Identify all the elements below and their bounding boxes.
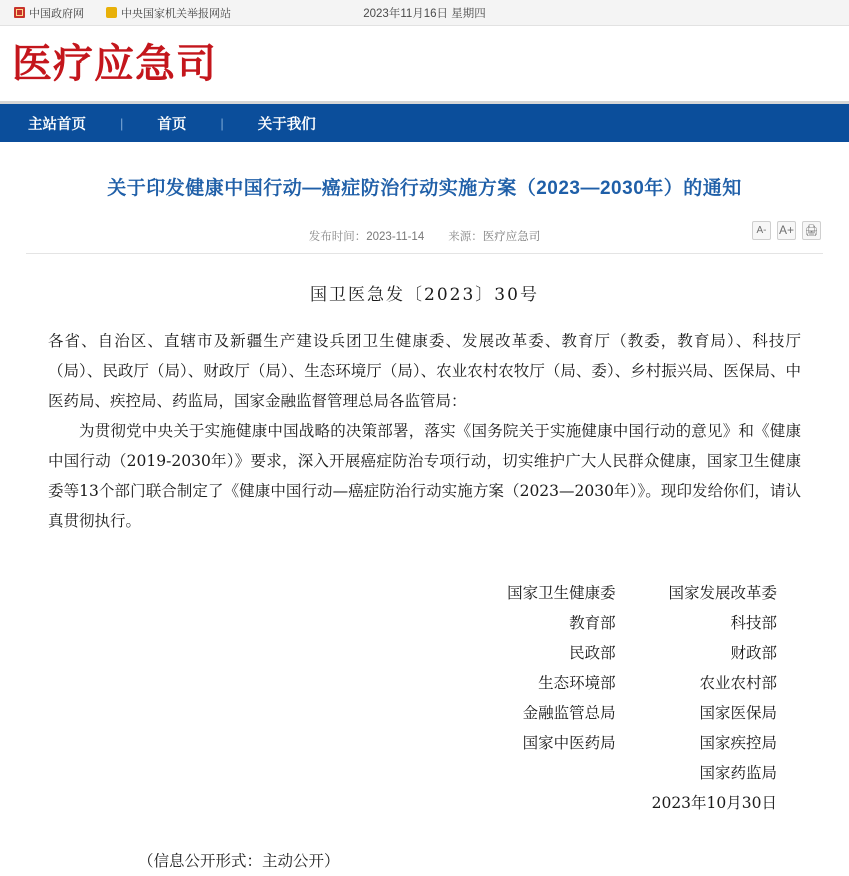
signatory: 国家卫生健康委 <box>507 583 616 602</box>
nav-separator-1: | <box>120 115 124 131</box>
signatory: 国家医保局 <box>699 703 777 722</box>
article-meta <box>26 221 823 251</box>
document-paragraph-recipients: 各省、自治区、直辖市及新疆生产建设兵团卫生健康委、发展改革委、教育厅（教委，教育局）、科技厅（局）、民政厅（局）、财政厅（局）、生态环境厅（局）、农业农村农牧厅（局、委）、乡村振兴局、医保局、中医药局、疾控局、药监局，国家金融监督管理总局各监管局： <box>48 331 801 410</box>
gov-emblem-icon <box>14 7 25 18</box>
signatory: 国家疾控局 <box>699 733 777 752</box>
font-decrease-button[interactable]: A- <box>752 221 771 240</box>
publish-time <box>309 228 424 244</box>
signatory: 教育部 <box>569 613 616 632</box>
publish-time-value: 2023-11-14 <box>366 230 425 243</box>
topbar-date: 2023年11月16日 星期四 <box>363 7 486 20</box>
nav-item-main-home[interactable]: 主站首页 <box>28 116 86 133</box>
nav-separator-2: | <box>220 115 224 131</box>
signatory: 国家药监局 <box>699 763 777 782</box>
signatory: 财政部 <box>730 643 777 662</box>
publish-time-label: 发布时间： <box>308 230 367 243</box>
signatory: 金融监管总局 <box>522 703 616 722</box>
signatory: 农业农村部 <box>699 673 777 692</box>
signatory: 国家中医药局 <box>522 733 616 752</box>
article-container <box>0 176 849 876</box>
print-button[interactable]: 🖨 <box>802 221 821 240</box>
signature-column-left <box>507 578 616 818</box>
document-body <box>26 280 823 876</box>
article-tools <box>752 221 821 240</box>
article-source <box>448 228 540 244</box>
topbar-link-report[interactable] <box>106 5 231 21</box>
meta-divider <box>26 253 823 254</box>
signatory: 民政部 <box>569 643 616 662</box>
article-source-value: 医疗应急司 <box>482 230 541 243</box>
signature-date: 2023年10月30日 <box>651 793 777 812</box>
masthead <box>0 26 849 104</box>
top-utility-bar <box>0 0 849 26</box>
nav-item-about-us[interactable]: 关于我们 <box>257 116 316 133</box>
topbar-link-gov[interactable] <box>14 5 84 21</box>
report-flag-icon <box>106 7 117 18</box>
nav-item-home[interactable]: 首页 <box>157 116 187 133</box>
signature-column-right <box>652 578 777 818</box>
signature-block <box>48 578 801 818</box>
document-paragraph-body: 为贯彻党中央关于实施健康中国战略的决策部署，落实《国务院关于实施健康中国行动的意见》和《健康中国行动（2019-2030年）》要求，深入开展癌症防治专项行动，切实维护广大人民群众健康，国家卫生健康委等13个部门联合制定了《健康中国行动—癌症防治行动实施方案（2023—2030年）》。现印发给你们，请认真贯彻执行。 <box>48 421 801 530</box>
font-increase-button[interactable]: A+ <box>777 221 796 240</box>
site-logo[interactable]: 医疗应急司 <box>12 40 217 87</box>
signatory: 生态环境部 <box>538 673 616 692</box>
topbar-link-gov-label: 中国政府网 <box>29 7 84 20</box>
article-source-label: 来源： <box>448 230 483 243</box>
topbar-link-report-label: 中央国家机关举报网站 <box>121 7 231 20</box>
signatory: 国家发展改革委 <box>668 583 777 602</box>
document-number: 国卫医急发〔2023〕30号 <box>310 284 539 305</box>
disclosure-note: （信息公开形式：主动公开） <box>138 851 340 870</box>
signatory: 科技部 <box>730 613 777 632</box>
page-title: 关于印发健康中国行动—癌症防治行动实施方案（2023—2030年）的通知 <box>107 178 742 199</box>
main-nav <box>0 104 849 142</box>
